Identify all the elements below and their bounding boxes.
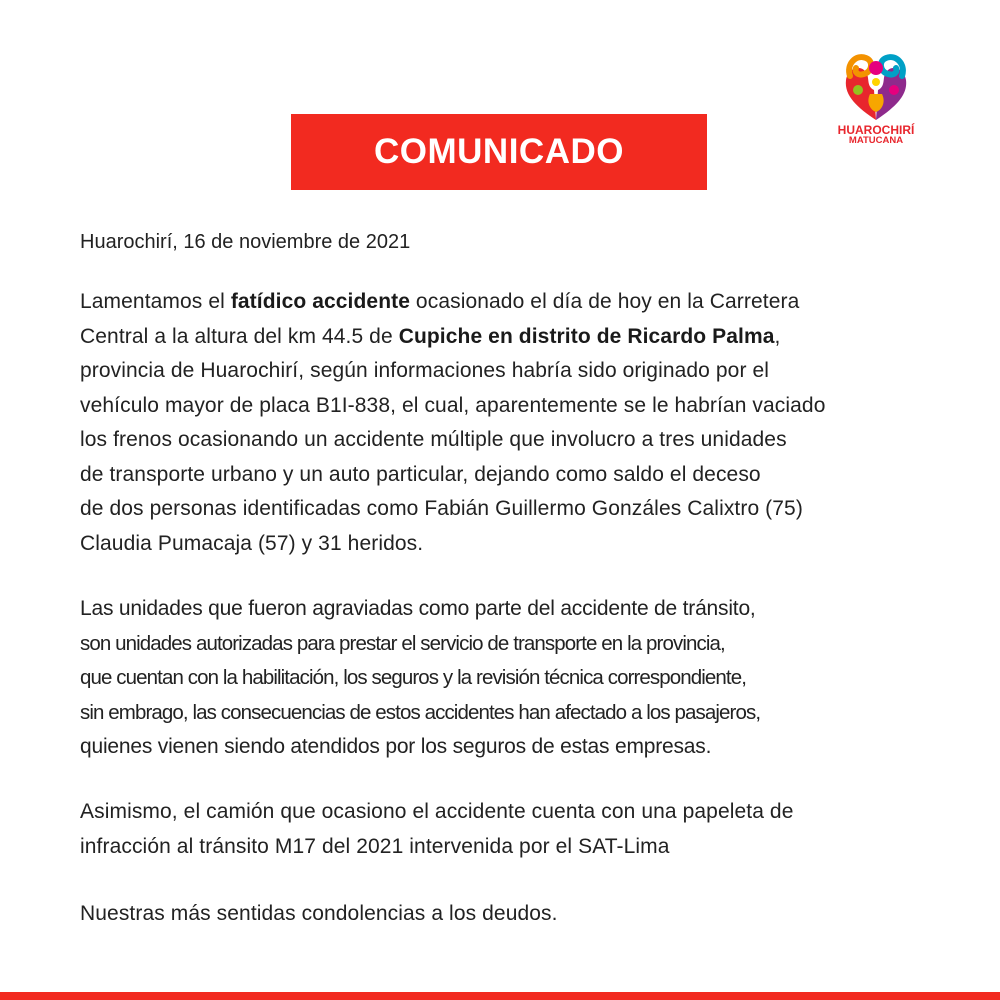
bold-text: Cupiche en distrito de Ricardo Palma — [398, 324, 775, 348]
text-segment: Central a la altura del km 44.5 de — [80, 324, 399, 348]
text-line: Nuestras más sentidas condolencias a los deudos. — [80, 902, 558, 925]
paragraph-vehicle-units — [80, 592, 940, 765]
paragraph-accident-description — [80, 285, 940, 561]
text-line: Las unidades que fueron agraviadas como parte del accidente de tránsito, — [80, 597, 756, 620]
text-line: infracción al tránsito M17 del 2021 intervenida por el SAT-Lima — [80, 834, 670, 858]
logo-text-line1: HUAROCHIRÍ — [837, 123, 915, 137]
bottom-accent-bar — [0, 992, 1000, 1000]
text-segment: ocasionado el día de hoy en la Carretera — [410, 290, 800, 313]
text-line: de transporte urbano y un auto particular, dejando como saldo el deceso — [80, 462, 761, 486]
document-date: Huarochirí, 16 de noviembre de 2021 — [80, 231, 411, 253]
text-line: de dos personas identificadas como Fabián Guillermo Gonzáles Calixtro (75) — [80, 497, 803, 520]
logo-text-line2: MATUCANA — [848, 135, 904, 146]
text-line: quienes vienen siendo atendidos por los seguros de estas empresas. — [80, 735, 712, 758]
text-segment: , — [774, 324, 781, 348]
text-line — [80, 320, 940, 355]
text-segment: Lamentamos el — [80, 290, 231, 313]
banner-title: COMUNICADO — [374, 132, 624, 171]
logo-emblem-icon — [836, 50, 916, 122]
paragraph-condolences — [80, 897, 940, 932]
text-line: que cuentan con la habilitación, los seguros y la revisión técnica correspondiente, — [80, 666, 747, 689]
paragraph-infraction — [80, 795, 940, 864]
text-line: vehículo mayor de placa B1I-838, el cual, aparentemente se le habrían vaciado — [80, 393, 826, 417]
text-line: Asimismo, el camión que ocasiono el accidente cuenta con una papeleta de — [80, 800, 794, 823]
bold-text: fatídico accidente — [230, 290, 410, 313]
municipality-logo — [826, 50, 926, 160]
text-line: sin embrago, las consecuencias de estos accidentes han afectado a los pasajeros, — [80, 700, 761, 724]
text-line — [80, 285, 940, 320]
text-line: provincia de Huarochirí, según informaciones habría sido originado por el — [80, 359, 770, 382]
comunicado-banner — [291, 114, 707, 190]
text-line: Claudia Pumacaja (57) y 31 heridos. — [80, 531, 424, 555]
text-line: son unidades autorizadas para prestar el servicio de transporte en la provincia, — [80, 631, 725, 655]
text-line: los frenos ocasionando un accidente múltiple que involucro a tres unidades — [80, 428, 787, 451]
